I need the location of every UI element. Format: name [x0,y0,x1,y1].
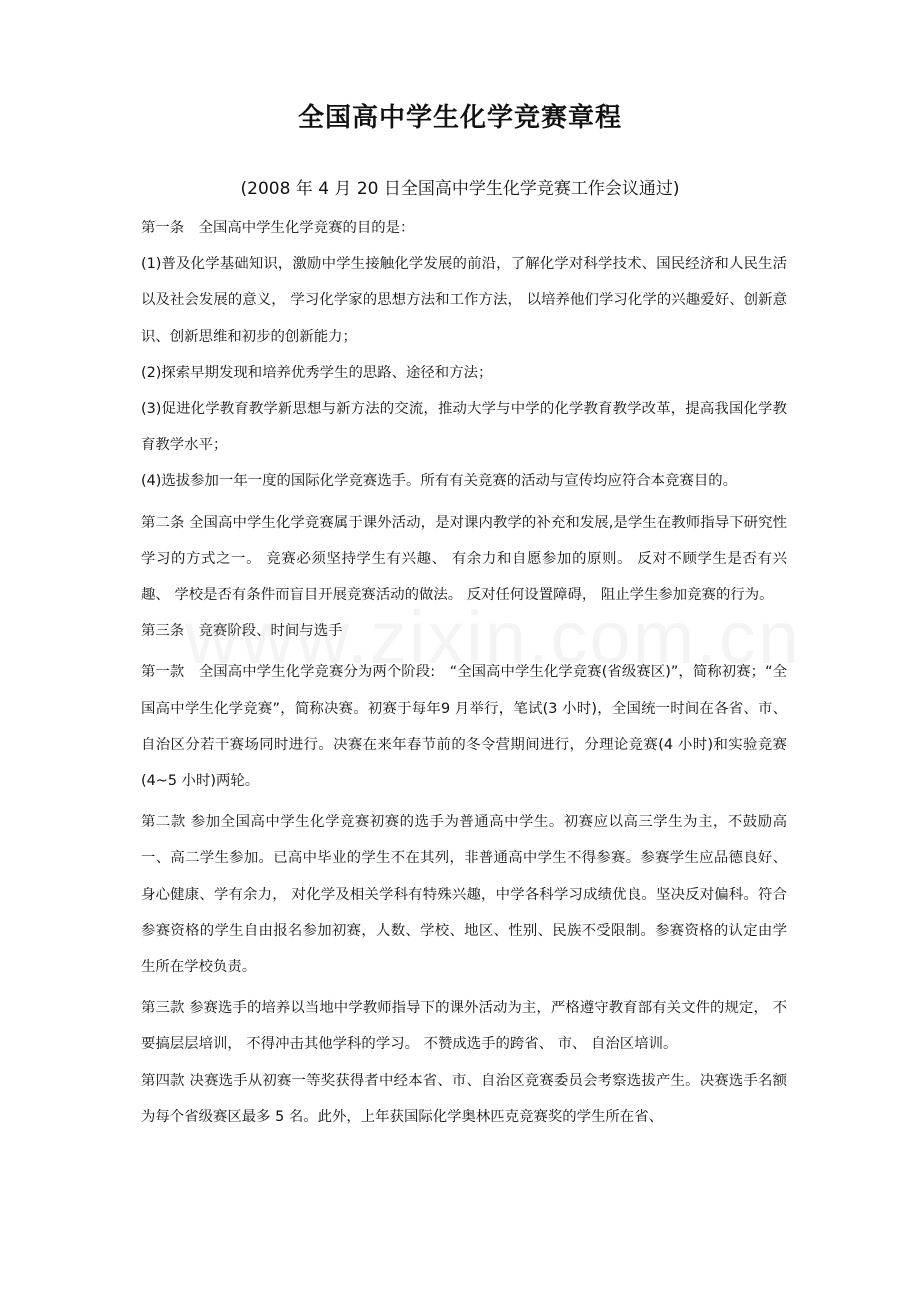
document-body [141,210,787,1135]
article-3-heading: 第三条 竞赛阶段、时间与选手 [141,623,343,640]
document-title: 全国高中学生化学竞赛章程 [297,103,622,133]
document-subtitle: (2008 年 4 月 20 日全国高中学生化学竞赛工作会议通过) [240,179,680,199]
article-3-clause-2: 第二款 参加全国高中学生化学竞赛初赛的选手为普通高中学生。初赛应以高三学生为主，不鼓励高一、高二学生参加。已高中毕业的学生不在其列，非普通高中学生不得参赛。参赛学生应品德良好、身心健康、学有余力， 对化学及相关学科有特殊兴趣，中学各科学习成绩优良。坚决反对偏科。符合参赛资格的学生自由报名参加初赛，人数、学校、地区、性别、民族不受限制。参赛资格的认定由学生所在学校负责。 [141,814,787,976]
article-1-item-3: (3)促进化学教育教学新思想与新方法的交流，推动大学与中学的化学教育教学改革，提高我国化学教育教学水平； [141,401,787,454]
article-3-clause-1: 第一款 全国高中学生化学竞赛分为两个阶段: “全国高中学生化学竞赛(省级赛区)”，简称初赛；“全国高中学生化学竞赛”，简称决赛。初赛于每年9 月举行，笔试(3 小时)，全国统一时间在各省、市、 自治区分若干赛场同时进行。决赛在来年春节前的冬令营期间进行，分理论竞赛(4 小时)和实验竞赛(4~5 小时)两轮。 [141,664,787,790]
article-1-item-4: (4)选拔参加一年一度的国际化学竞赛选手。所有有关竞赛的活动与宣传均应符合本竞赛目的。 [141,473,738,490]
article-3-clause-3: 第三款 参赛选手的培养以当地中学教师指导下的课外活动为主，严格遵守教育部有关文件的规定， 不要搞层层培训， 不得冲击其他学科的学习。 不赞成选手的跨省、 市、 自治区培训。 [141,1000,787,1053]
article-2-paragraph: 第二条 全国高中学生化学竞赛属于课外活动，是对课内教学的补充和发展,是学生在教师指导下研究性学习的方式之一。 竞赛必须坚持学生有兴趣、 有余力和自愿参加的原则。 反对不顾学生是否有兴趣、 学校是否有条件而盲目开展竞赛活动的做法。 反对任何设置障碍， 阻止学生参加竞赛的行为。 [141,514,787,604]
article-1-item-1: (1)普及化学基础知识，激励中学生接触化学发展的前沿，了解化学对科学技术、国民经济和人民生活以及社会发展的意义， 学习化学家的思想方法和工作方法， 以培养他们学习化学的兴趣爱好、创新意识、创新思维和初步的创新能力； [141,256,787,345]
article-1-heading: 第一条 全国高中学生化学竞赛的目的是： [141,220,415,236]
article-1-item-2: (2)探索早期发现和培养优秀学生的思路、途径和方法； [141,364,493,381]
article-3-clause-4: 第四款 决赛选手从初赛一等奖获得者中经本省、市、自治区竞赛委员会考察选拔产生。决赛选手名额为每个省级赛区最多 5 名。此外，上年获国际化学奥林匹克竞赛奖的学生所在省、 [141,1072,787,1125]
